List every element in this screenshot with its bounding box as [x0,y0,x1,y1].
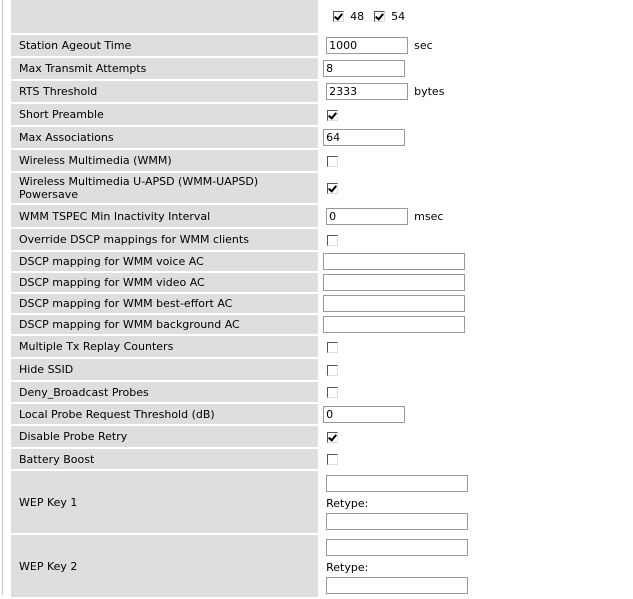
rts-threshold-input[interactable] [326,83,408,100]
short-preamble-label: Short Preamble [11,104,318,125]
wmm-tspec-label: WMM TSPEC Min Inactivity Interval [11,205,318,227]
wmm-tspec-unit: msec [414,209,444,223]
rates-value-cell [318,0,633,33]
dscp-background-label: DSCP mapping for WMM background AC [11,315,318,334]
max-associations-cell [318,127,633,148]
hide-ssid-checkbox[interactable] [327,365,338,376]
wmm-uapsd-label: Wireless Multimedia U-APSD (WMM-UAPSD) Powersave [11,173,318,203]
short-preamble-checkbox[interactable] [327,110,338,121]
rate-54-label: 54 [391,10,406,24]
table-row [11,471,633,533]
dscp-best-effort-input[interactable] [323,295,465,312]
override-dscp-cell [318,229,633,250]
wmm-checkbox[interactable] [327,156,338,167]
wep-key-1-retype-label: Retype: [326,496,369,510]
deny-broadcast-cell [318,382,633,402]
wep-key-2-input[interactable] [326,539,468,556]
rates-label-cell [11,0,318,33]
station-ageout-input[interactable] [326,37,408,54]
dscp-best-effort-label: DSCP mapping for WMM best-effort AC [11,294,318,313]
table-row [11,273,633,292]
table-row [11,58,633,79]
station-ageout-label: Station Ageout Time [11,35,318,56]
battery-boost-label: Battery Boost [11,449,318,469]
rts-threshold-cell [318,81,633,102]
dscp-video-label: DSCP mapping for WMM video AC [11,273,318,292]
dscp-voice-input[interactable] [323,253,465,270]
table-row [11,382,633,402]
rts-threshold-unit: bytes [414,85,445,98]
override-dscp-checkbox[interactable] [327,235,338,246]
max-associations-input[interactable] [323,129,405,146]
table-row [11,404,633,424]
table-row [11,104,633,125]
table-row [11,535,633,597]
multiple-tx-replay-label: Multiple Tx Replay Counters [11,336,318,357]
table-row [11,336,633,357]
station-ageout-unit: sec [414,39,433,52]
station-ageout-cell [318,35,633,56]
disable-probe-retry-cell [318,426,633,447]
wep-key-1-label: WEP Key 1 [11,471,318,533]
dscp-background-cell [318,315,633,334]
wmm-tspec-input[interactable] [326,208,408,225]
battery-boost-cell [318,449,633,469]
table-row [11,35,633,56]
frame-border [2,0,3,595]
table-row [11,229,633,250]
wmm-uapsd-checkbox[interactable] [327,183,338,194]
wmm-tspec-cell [318,205,633,227]
table-row [11,294,633,313]
rate-54-checkbox[interactable] [374,11,385,22]
table-row [11,173,633,203]
rate-48-label: 48 [350,10,365,24]
wep-key-1-retype-input[interactable] [326,513,468,530]
wmm-label: Wireless Multimedia (WMM) [11,150,318,171]
wep-key-2-label: WEP Key 2 [11,535,318,597]
local-probe-threshold-cell [318,404,633,424]
wmm-cell [318,150,633,171]
table-row [11,449,633,469]
advanced-wireless-settings-table [11,0,633,599]
dscp-video-input[interactable] [323,274,465,291]
table-row [11,252,633,271]
max-transmit-label: Max Transmit Attempts [11,58,318,79]
dscp-voice-label: DSCP mapping for WMM voice AC [11,252,318,271]
max-transmit-cell [318,58,633,79]
battery-boost-checkbox[interactable] [327,454,338,465]
dscp-best-effort-cell [318,294,633,313]
table-row [11,150,633,171]
table-row [11,359,633,380]
multiple-tx-replay-checkbox[interactable] [327,342,338,353]
rts-threshold-label: RTS Threshold [11,81,318,102]
override-dscp-label: Override DSCP mappings for WMM clients [11,229,318,250]
local-probe-threshold-input[interactable] [323,406,405,423]
wep-key-1-input[interactable] [326,475,468,492]
deny-broadcast-label: Deny_Broadcast Probes [11,382,318,402]
disable-probe-retry-label: Disable Probe Retry [11,426,318,447]
table-row [11,426,633,447]
disable-probe-retry-checkbox[interactable] [327,432,338,443]
multiple-tx-replay-cell [318,336,633,357]
table-row [11,205,633,227]
wep-key-2-retype-label: Retype: [326,560,369,574]
rate-48-checkbox[interactable] [333,11,344,22]
table-row [11,315,633,334]
wep-key-2-cell [318,535,633,597]
table-row [11,81,633,102]
table-row [11,127,633,148]
wep-key-1-cell [318,471,633,533]
wmm-uapsd-cell [318,173,633,203]
wep-key-2-retype-input[interactable] [326,577,468,594]
dscp-background-input[interactable] [323,316,465,333]
hide-ssid-label: Hide SSID [11,359,318,380]
max-associations-label: Max Associations [11,127,318,148]
local-probe-threshold-label: Local Probe Request Threshold (dB) [11,404,318,424]
dscp-video-cell [318,273,633,292]
deny-broadcast-checkbox[interactable] [327,387,338,398]
hide-ssid-cell [318,359,633,380]
short-preamble-cell [318,104,633,125]
table-row [11,0,633,33]
max-transmit-input[interactable] [323,60,405,77]
dscp-voice-cell [318,252,633,271]
